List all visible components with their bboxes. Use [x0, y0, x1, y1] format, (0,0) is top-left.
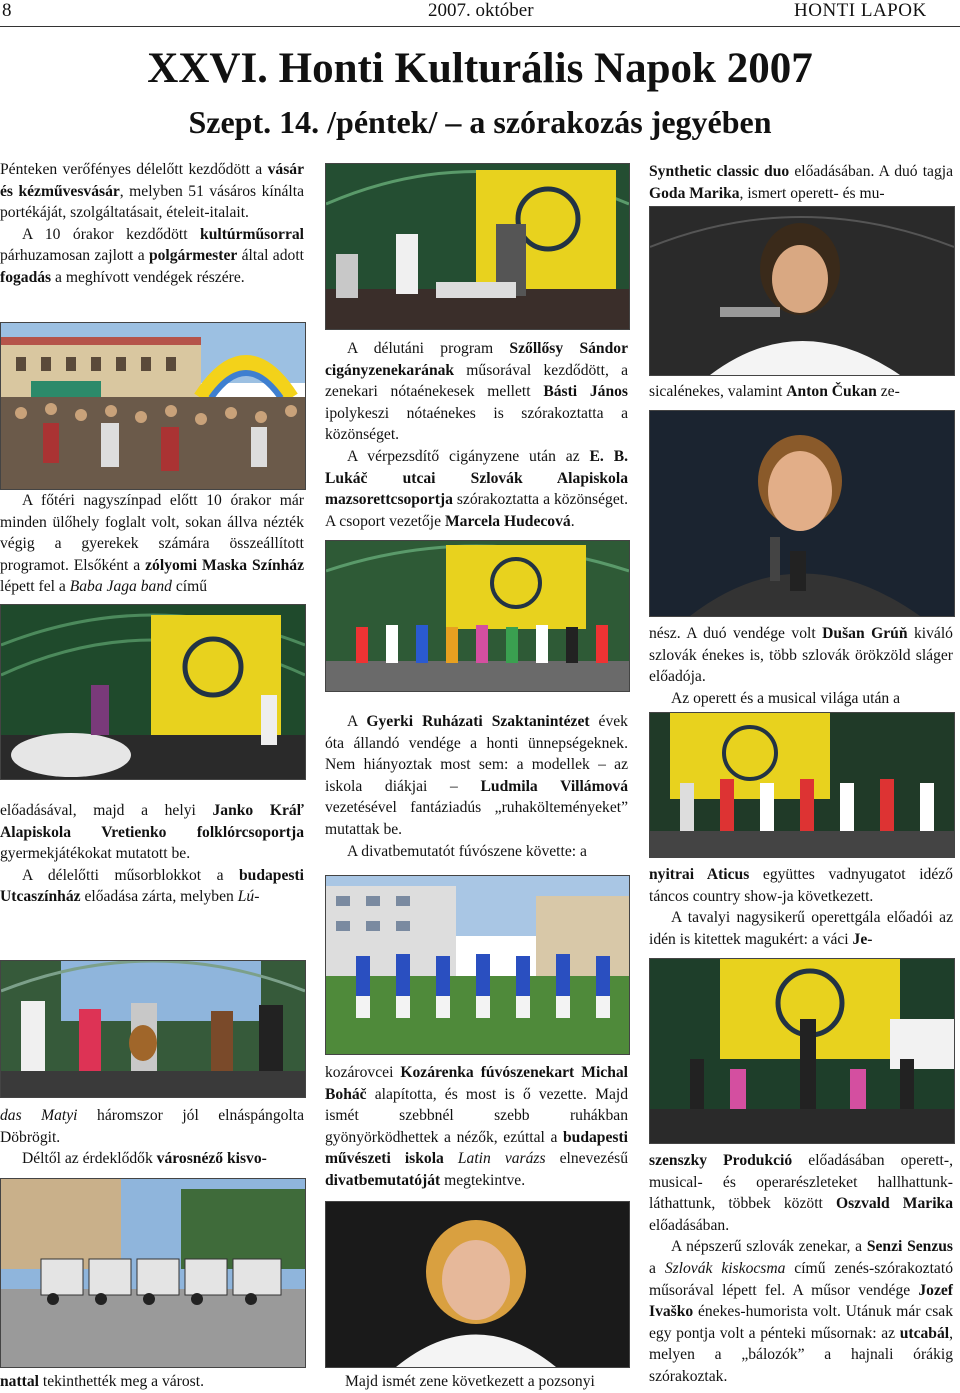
country-dance-photo [649, 712, 955, 858]
col1-text-block-3: előadásával, majd a helyi Janko Kráľ Alapiskola Vretienko folklórcsoportja gyermekjátékokat mutatott be. A délelőtti műsorblokkot a budapesti Utcaszínház előadása zárta, melyben Lú- [0, 802, 304, 906]
operetta-gala-photo [649, 958, 955, 1144]
page-number: 8 [2, 0, 12, 21]
page-title: XXVI. Honti Kulturális Napok 2007 [147, 45, 813, 92]
brass-band-photo [325, 875, 630, 1055]
tourist-train-photo [0, 1178, 306, 1368]
col2-text-block-1: A délutáni program Szőllősy Sándor cigányzenekarának műsorával kezdődött, a zenekari nótaénekesek mellett Básti János ipolykeszi nótaénekes is szórakoztatta a közönséget. A vérpezsdítő cigányzene után az E. B. Lukáč utcai Szlovák Alapiskola mazsorettcsoportja szórakoztatta a közönséget. A csoport vezetője Marcela Hudecová. [325, 340, 628, 530]
page-subtitle: Szept. 14. /péntek/ – a szórakozás jegyében [188, 104, 772, 140]
puppet-theatre-photo [0, 604, 306, 780]
gypsy-band-photo [325, 163, 630, 330]
col2-text-block-4: Majd ismét zene következett a pozsonyi [345, 1373, 595, 1390]
publication-name: HONTI LAPOK [794, 0, 927, 21]
issue-date: 2007. október [428, 0, 534, 21]
majorette-group-photo [325, 540, 630, 692]
singer-microphone-photo [649, 410, 955, 617]
col3-text-block-2: sicalénekes, valamint Anton Čukan ze- [649, 383, 900, 400]
singer-portrait-photo [325, 1201, 630, 1368]
street-theatre-photo [0, 960, 306, 1098]
col1-text-block-5: nattal tekinthették meg a várost. [0, 1373, 204, 1390]
col1-text-block-1: Pénteken verőfényes délelőtt kezdődött a vásár és kézművesvásár, melyben 51 vásáros kínálta portékáját, szolgáltatásait, ételeit-italait. A 10 órakor kezdődött kultúrműsorral párhuzamosan zajlott a polgármester által adott fogadás a meghívott vendégek részére. [0, 161, 305, 286]
col3-text-block-3: nész. A duó vendége volt Dušan Grúň kiváló szlovák énekes is, több szlovák örökzöld sláger előadója. Az operett és a musical világa után a [649, 625, 953, 707]
col3-text-block-4: nyitrai Aticus együttes vadnyugatot idéző táncos country show-ja következett. A tavalyi nagysikerű operettgála előadói az idén is kitettek magukért: a váci Je- [649, 866, 953, 948]
col1-text-block-2: A főtéri nagyszínpad előtt 10 órakor már minden ülőhely foglalt volt, sokan állva nézték végig a gyerekek számára összeállított programot. Elsőként a zólyomi Maska Színház lépett fel a Baba Jaga band című [0, 492, 305, 596]
col2-text-block-3: kozárovcei Kozárenka fúvószenekart Michal Boháč alapította, és most is ő vezette. Majd ismét szebbnél szebb ruhákban gyönyörködhettek a nézők, ezúttal a budapesti művészeti iskola Latin varázs elnevezésű divatbemutatóját megtekintve. [325, 1064, 628, 1189]
col2-text-block-2: A Gyerki Ruházati Szaktanintézet évek óta állandó vendége a honti ünnepségeknek. Nem hiányoztak most sem: a modellek – az iskola diákjai – Ludmila Villámová vezetésével fantáziadús „ruhakölteményeket” mutattak be. A divatbemutatót fúvószene követte: a [325, 713, 628, 860]
header-rule [0, 26, 960, 27]
col3-text-block-5: szenszky Produkció előadásában operett-, musical- és operarészleteket hallhattunkláthattunk, többek között Oszvald Marika előadásában. A népszerű szlovák zenekar, a Senzi Senzus a Szlovák kiskocsma című zenés-szórakoztató műsorával lépett fel. A műsor vendége Jozef Ivaško énekes-humorista volt. Utánuk már csak egy pontja volt a pénteki műsornak: az utcabál, melyen a „bálozók” a hajnali órákig szórakoztak. [649, 1152, 953, 1385]
col3-text-block-1: Synthetic classic duo előadásában. A duó tagja Goda Marika, ismert operett- és mu- [649, 163, 953, 202]
col1-text-block-4: das Matyi háromszor jól elnáspángolta Döbrögit. Déltől az érdeklődők városnéző kisvo- [0, 1107, 304, 1168]
male-singer-photo [649, 206, 955, 376]
fair-crowd-photo [0, 322, 306, 490]
